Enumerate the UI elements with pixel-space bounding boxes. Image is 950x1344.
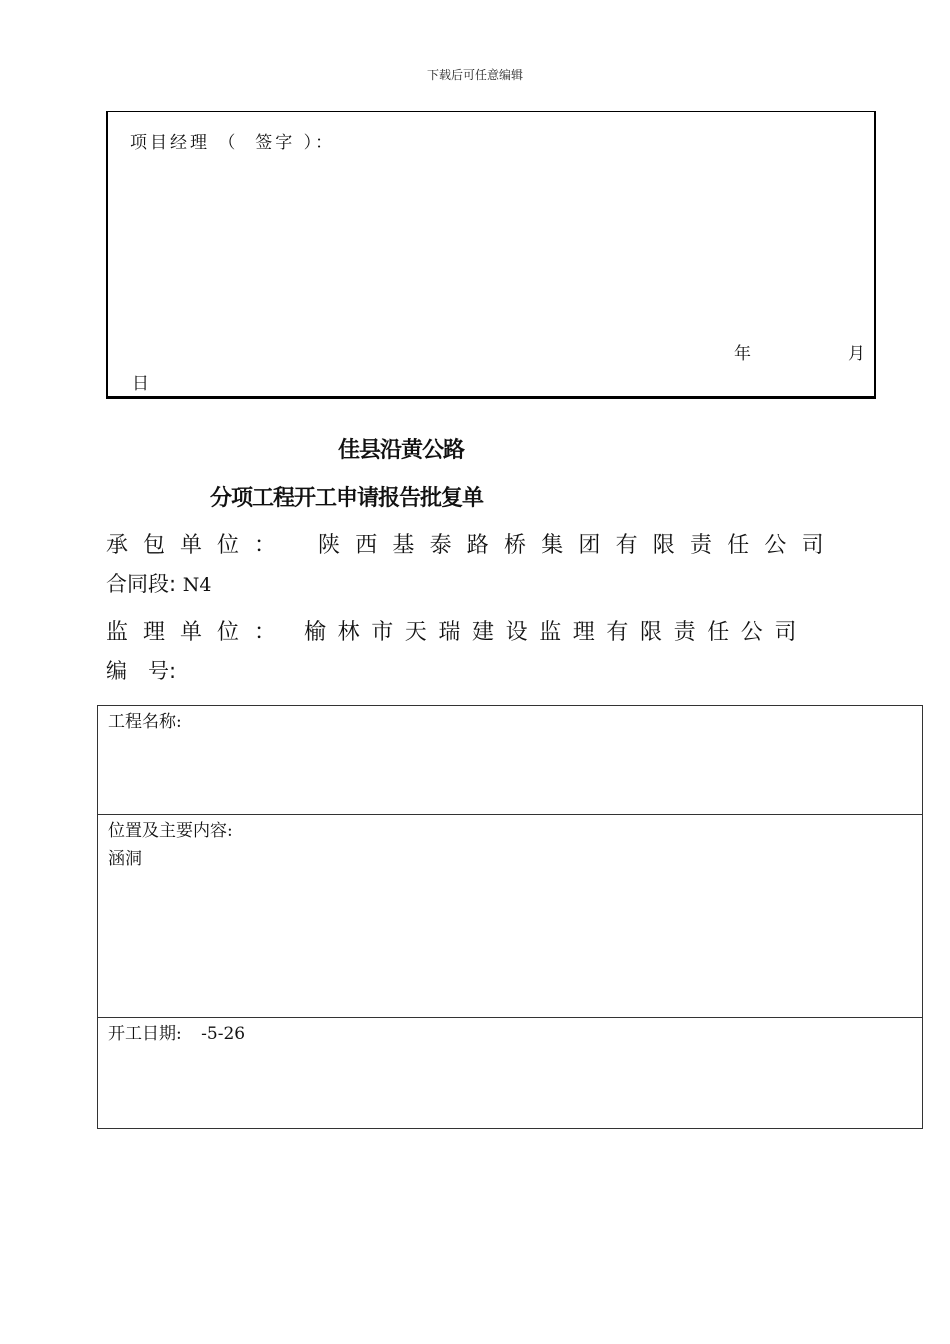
number-label: 编 号:	[106, 659, 177, 683]
document-title-line-1: 佳县沿黄公路	[338, 438, 465, 463]
signature-box	[106, 111, 876, 399]
contractor-label: 承包单位：	[106, 533, 292, 558]
location-label: 位置及主要内容:	[108, 821, 233, 841]
start-date-label: 开工日期:	[108, 1024, 182, 1044]
document-title-line-2: 分项工程开工申请报告批复单	[210, 486, 484, 511]
contract-section-row	[106, 568, 211, 598]
supervisor-row	[106, 615, 809, 646]
number-row	[106, 655, 176, 685]
project-name-label: 工程名称:	[108, 712, 182, 732]
start-date-value: -5-26	[201, 1024, 246, 1044]
contractor-row	[106, 528, 839, 559]
signature-month-label: 月	[848, 344, 865, 364]
project-name-cell	[98, 706, 922, 815]
signature-year-label: 年	[734, 344, 751, 364]
start-date-cell	[98, 1018, 922, 1128]
header-note: 下载后可任意编辑	[426, 68, 523, 82]
supervisor-label: 监理单位：	[106, 620, 292, 645]
supervisor-value: 榆林市天瑞建设监理有限责任公司	[304, 620, 809, 645]
location-value: 涵洞	[108, 849, 142, 869]
contractor-value: 陕西基泰路桥集团有限责任公司	[318, 533, 839, 558]
project-manager-signature-label: 项目经理 （ 签字 ）：	[130, 133, 336, 153]
contract-section-label: 合同段:	[106, 572, 177, 596]
contract-section-value: N4	[182, 574, 212, 596]
approval-form-table	[97, 705, 923, 1129]
location-content-cell	[98, 815, 922, 1018]
signature-day-label: 日	[132, 374, 149, 394]
